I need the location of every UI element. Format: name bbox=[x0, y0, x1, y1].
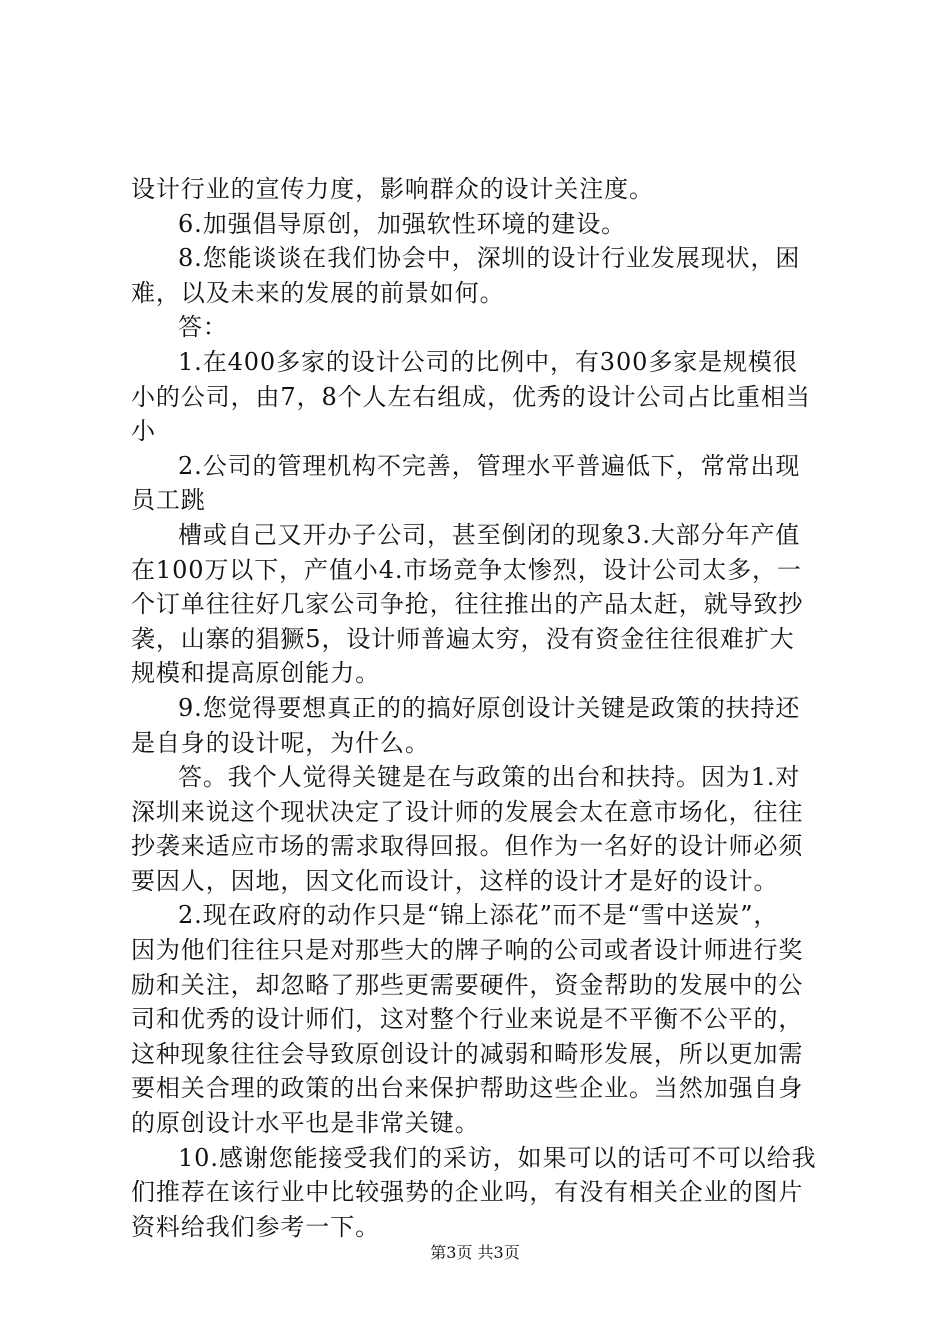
text-line: 们推荐在该行业中比较强势的企业吗，有没有相关企业的图片 bbox=[131, 1178, 804, 1207]
text-line: 难，以及未来的发展的前景如何。 bbox=[131, 278, 505, 307]
text-line: 答。我个人觉得关键是在与政策的出台和扶持。因为1.对 bbox=[178, 763, 801, 792]
text-line: 抄袭来适应市场的需求取得回报。但作为一名好的设计师必须 bbox=[131, 832, 804, 861]
text-line: 2.现在政府的动作只是“锦上添花”而不是“雪中送炭”， bbox=[178, 901, 779, 930]
text-line: 槽或自己又开办子公司，甚至倒闭的现象3.大部分年产值 bbox=[178, 520, 801, 549]
text-line: 小的公司，由7，8个人左右组成，优秀的设计公司占比重相当 bbox=[131, 382, 811, 411]
document-body bbox=[131, 172, 837, 1244]
text-line: 个订单往往好几家公司争抢，往往推出的产品太赶，就导致抄 bbox=[131, 590, 804, 619]
text-line: 10.感谢您能接受我们的采访，如果可以的话可不可以给我 bbox=[178, 1143, 817, 1172]
text-line: 要因人，因地，因文化而设计，这样的设计才是好的设计。 bbox=[131, 866, 779, 895]
text-line: 因为他们往往只是对那些大的牌子响的公司或者设计师进行奖 bbox=[131, 936, 804, 965]
text-line: 规模和提高原创能力。 bbox=[131, 659, 380, 688]
text-line: 是自身的设计呢，为什么。 bbox=[131, 728, 430, 757]
text-line: 深圳来说这个现状决定了设计师的发展会太在意市场化，往往 bbox=[131, 797, 804, 826]
text-line: 9.您觉得要想真正的的搞好原创设计关键是政策的扶持还 bbox=[178, 693, 801, 722]
text-line: 答： bbox=[178, 313, 228, 342]
text-line: 的原创设计水平也是非常关键。 bbox=[131, 1109, 480, 1138]
text-line: 袭，山寨的猖獗5，设计师普遍太穷，没有资金往往很难扩大 bbox=[131, 624, 795, 653]
text-line: 这种现象往往会导致原创设计的减弱和畸形发展，所以更加需 bbox=[131, 1039, 804, 1068]
text-line: 励和关注，却忽略了那些更需要硬件，资金帮助的发展中的公 bbox=[131, 970, 804, 999]
text-line: 6.加强倡导原创，加强软性环境的建设。 bbox=[178, 209, 626, 238]
text-line: 司和优秀的设计师们，这对整个行业来说是不平衡不公平的， bbox=[131, 1005, 804, 1034]
text-line: 2.公司的管理机构不完善，管理水平普遍低下，常常出现 bbox=[178, 451, 801, 480]
text-line: 小 bbox=[131, 417, 156, 446]
text-line: 员工跳 bbox=[131, 486, 206, 515]
page-number-footer: 第3页 共3页 bbox=[430, 1243, 520, 1262]
text-line: 资料给我们参考一下。 bbox=[131, 1212, 380, 1241]
text-line: 要相关合理的政策的出台来保护帮助这些企业。当然加强自身 bbox=[131, 1074, 804, 1103]
text-line: 1.在400多家的设计公司的比例中，有300多家是规模很 bbox=[178, 347, 798, 376]
text-line: 在100万以下，产值小4.市场竞争太惨烈，设计公司太多，一 bbox=[131, 555, 802, 584]
text-line: 设计行业的宣传力度，影响群众的设计关注度。 bbox=[131, 175, 654, 203]
text-line: 8.您能谈谈在我们协会中，深圳的设计行业发展现状，困 bbox=[178, 244, 801, 273]
